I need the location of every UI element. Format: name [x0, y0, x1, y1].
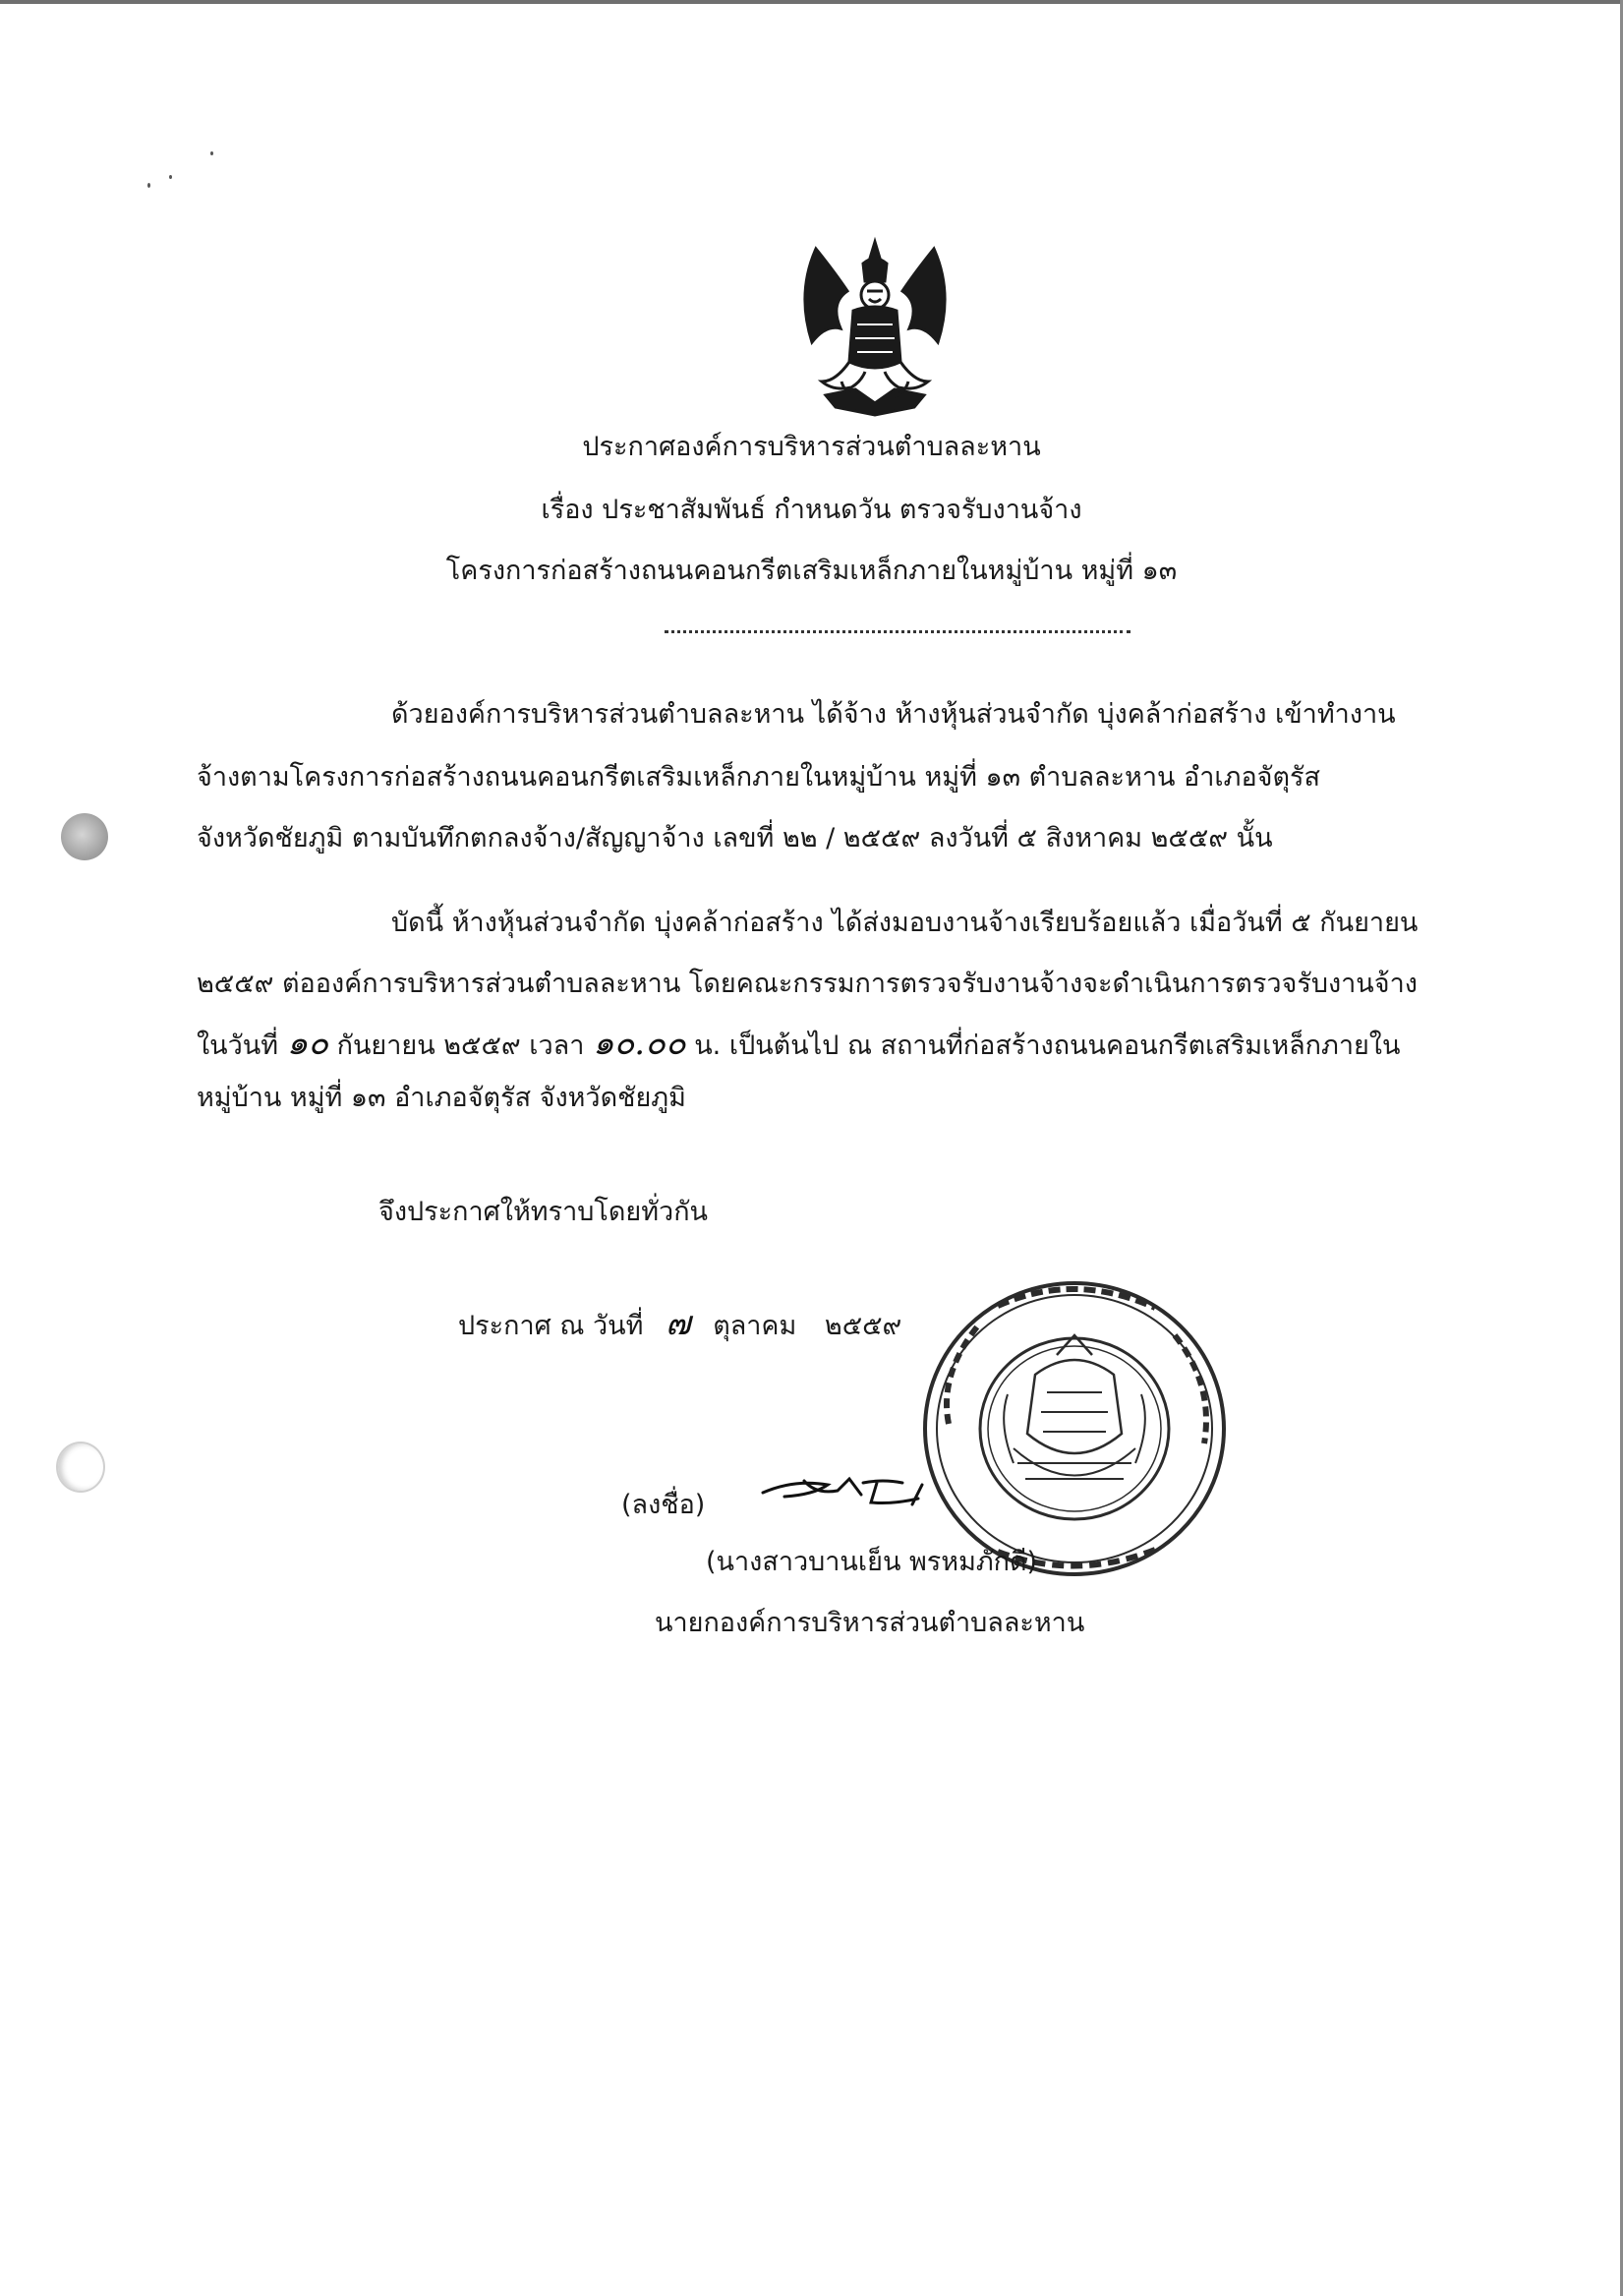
paragraph2-line2: ๒๕๕๙ ต่อองค์การบริหารส่วนตำบลละหาน โดยคณะกรรมการตรวจรับงานจ้างจะดำเนินการตรวจรับงานจ้าง — [197, 969, 1418, 999]
announcement-year: ๒๕๕๙ — [824, 1311, 902, 1341]
signature-label: (ลงชื่อ) — [621, 1490, 706, 1520]
handwritten-signature-icon — [755, 1461, 932, 1520]
closing-statement: จึงประกาศให้ทราบโดยทั่วกัน — [378, 1197, 708, 1227]
signatory-position: นายกองค์การบริหารส่วนตำบลละหาน — [655, 1608, 1085, 1638]
announcement-date-prefix: ประกาศ ณ วันที่ — [458, 1311, 644, 1341]
scan-speck — [147, 183, 150, 188]
document-title: ประกาศองค์การบริหารส่วนตำบลละหาน — [582, 432, 1041, 462]
announcement-day-handwritten: ๗ — [666, 1304, 691, 1343]
inspection-month-time-label: กันยายน ๒๕๕๙ เวลา — [336, 1030, 585, 1061]
official-seal-stamp — [919, 1276, 1230, 1581]
punch-hole-lower — [56, 1442, 105, 1493]
scan-speck — [169, 175, 172, 179]
document-subject: เรื่อง ประชาสัมพันธ์ กำหนดวัน ตรวจรับงานจ้าง — [541, 495, 1082, 525]
paragraph1-line2: จ้างตามโครงการก่อสร้างถนนคอนกรีตเสริมเหล็กภายในหมู่บ้าน หมู่ที่ ๑๓ ตำบลละหาน อำเภอจัตุรัส — [197, 762, 1321, 793]
inspection-day-handwritten: ๑๐ — [286, 1024, 328, 1063]
signatory-name: (นางสาวบานเย็น พรหมภักดี) — [706, 1547, 1038, 1577]
punch-hole-upper — [61, 813, 108, 860]
paragraph2-line4: หมู่บ้าน หมู่ที่ ๑๓ อำเภอจัตุรัส จังหวัดชัยภูมิ — [197, 1083, 686, 1113]
project-name: โครงการก่อสร้างถนนคอนกรีตเสริมเหล็กภายในหมู่บ้าน หมู่ที่ ๑๓ — [445, 556, 1178, 586]
paragraph1-line1: ด้วยองค์การบริหารส่วนตำบลละหาน ได้จ้าง ห้างหุ้นส่วนจำกัด บุ่งคล้าก่อสร้าง เข้าทำงาน — [391, 699, 1396, 730]
inspection-location-text: น. เป็นต้นไป ณ สถานที่ก่อสร้างถนนคอนกรีตเสริมเหล็กภายใน — [694, 1030, 1401, 1061]
paragraph2-line1: บัดนี้ ห้างหุ้นส่วนจำกัด บุ่งคล้าก่อสร้าง ได้ส่งมอบงานจ้างเรียบร้อยแล้ว เมื่อวันที่ ๕ กันยายน — [391, 908, 1419, 938]
announcement-month: ตุลาคม — [713, 1311, 797, 1341]
inspection-time-handwritten: ๑๐.๐๐ — [592, 1024, 686, 1063]
inspection-date-prefix: ในวันที่ — [197, 1030, 279, 1061]
paragraph1-line3: จังหวัดชัยภูมิ ตามบันทึกตกลงจ้าง/สัญญาจ้าง เลขที่ ๒๒ / ๒๕๕๙ ลงวันที่ ๕ สิงหาคม ๒๕๕๙ นั้น — [197, 823, 1273, 854]
page-scan-edge-top — [0, 0, 1623, 4]
dotted-separator — [665, 617, 1130, 633]
announcement-date — [458, 1296, 901, 1349]
scan-speck — [210, 151, 213, 155]
garuda-emblem-icon — [786, 234, 963, 421]
paragraph2-line3 — [197, 1016, 1400, 1069]
